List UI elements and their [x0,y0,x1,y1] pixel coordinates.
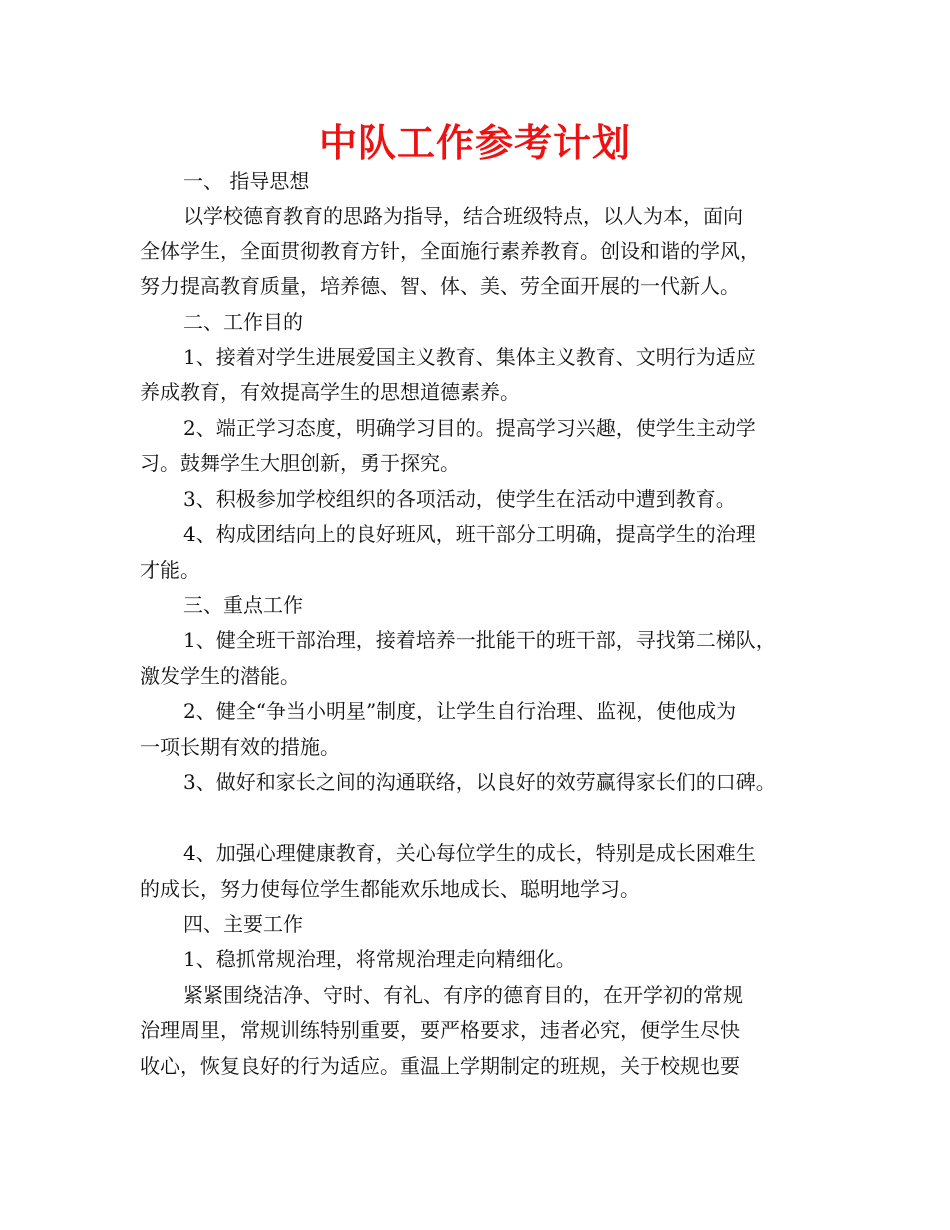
document-title: 中队工作参考计划 [318,121,631,165]
paragraph-line: 习。鼓舞学生大胆创新，勇于探究。 [140,451,460,475]
paragraph-line: 4、加强心理健康教育，关心每位学生的成长，特别是成长困难生 [183,841,756,865]
paragraph-line: 3、做好和家长之间的沟通联络，以良好的效劳赢得家长们的口碑。 [183,770,776,794]
paragraph-line: 2、端正学习态度，明确学习目的。提高学习兴趣，使学生主动学 [183,416,756,440]
paragraph-line: 全体学生，全面贯彻教育方针，全面施行素养教育。创设和谐的学风， [140,239,760,263]
paragraph-line: 一项长期有效的措施。 [140,735,340,759]
paragraph-line: 才能。 [140,558,200,582]
paragraph-line: 2、健全“争当小明星”制度，让学生自行治理、监视，使他成为 [183,699,737,723]
section-heading-2: 二、工作目的 [183,310,303,334]
paragraph-line: 激发学生的潜能。 [140,664,300,688]
paragraph-line: 治理周里，常规训练特别重要，要严格要求，违者必究，便学生尽快 [140,1018,740,1042]
section-heading-4: 四、主要工作 [183,912,303,936]
paragraph-line: 1、健全班干部治理，接着培养一批能干的班干部，寻找第二梯队， [183,628,776,652]
paragraph-line: 1、接着对学生进展爱国主义教育、集体主义教育、文明行为适应 [183,345,756,369]
paragraph-line: 4、构成团结向上的良好班风，班干部分工明确，提高学生的治理 [183,522,756,546]
section-heading-1: 一、 指导思想 [183,169,310,193]
paragraph-line: 1、稳抓常规治理，将常规治理走向精细化。 [183,947,576,971]
paragraph-line: 收心，恢复良好的行为适应。重温上学期制定的班规，关于校规也要 [140,1054,740,1078]
paragraph-line: 努力提高教育质量，培养德、智、体、美、劳全面开展的一代新人。 [140,274,740,298]
paragraph-line: 养成教育，有效提高学生的思想道德素养。 [140,380,520,404]
paragraph-line: 3、积极参加学校组织的各项活动，使学生在活动中遭到教育。 [183,487,736,511]
paragraph-line: 紧紧围绕洁净、守时、有礼、有序的德育目的，在开学初的常规 [183,983,743,1007]
section-heading-3: 三、重点工作 [183,593,303,617]
paragraph-line: 以学校德育教育的思路为指导，结合班级特点，以人为本，面向 [183,204,743,228]
paragraph-line: 的成长，努力使每位学生都能欢乐地成长、聪明地学习。 [140,877,640,901]
